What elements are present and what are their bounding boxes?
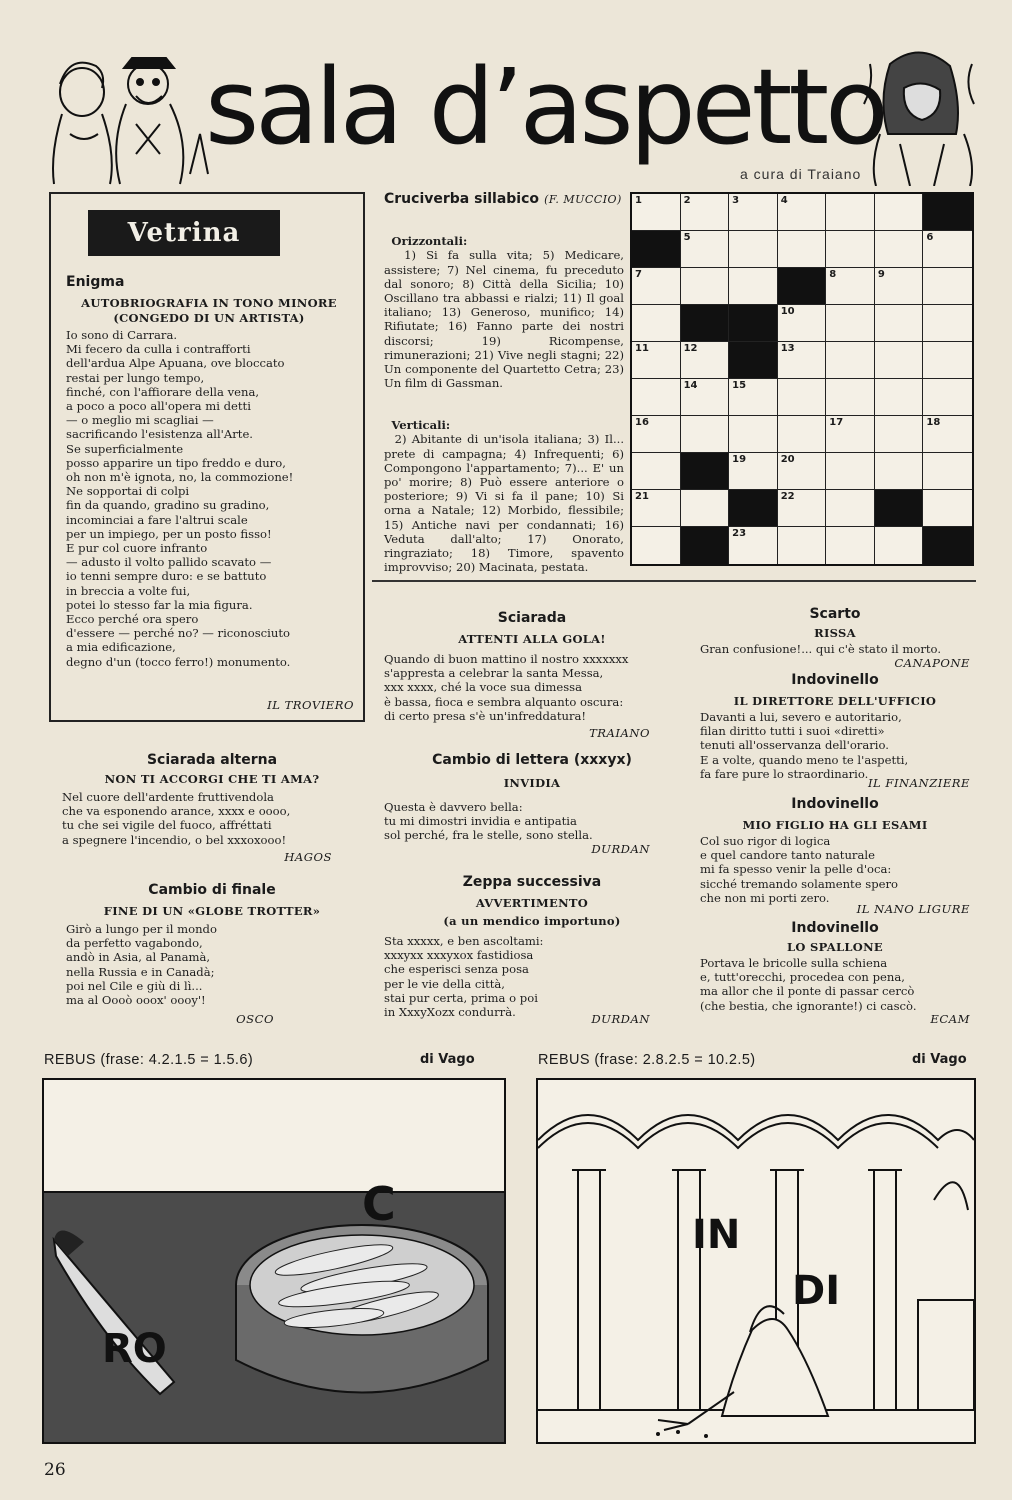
page-number: 26	[44, 1460, 66, 1480]
crossword-cell	[923, 527, 972, 564]
crossword-grid	[630, 192, 974, 566]
cambio-finale-title: FINE DI UN «GLOBE TROTTER»	[103, 904, 321, 918]
crossword-across	[384, 220, 628, 391]
crossword-cell	[632, 231, 681, 268]
crossword-cell	[729, 231, 778, 268]
crossword-cell	[778, 342, 827, 379]
crossword-cell	[923, 194, 972, 231]
crossword-number: 17	[829, 417, 844, 428]
crossword-cell	[632, 379, 681, 416]
crossword-cell	[826, 194, 875, 231]
sciarada-title: ATTENTI ALLA GOLA!	[458, 632, 606, 646]
indovinello3-type: Indovinello	[791, 920, 879, 936]
scarto-type: Scarto	[809, 606, 861, 622]
cambio-lettera-type: Cambio di lettera (xxxyx)	[432, 752, 632, 768]
crossword-down	[384, 404, 628, 575]
rebus2-panel	[536, 1078, 976, 1444]
zeppa-type: Zeppa successiva	[462, 874, 602, 890]
cambio-lettera-author: DURDAN	[591, 842, 650, 856]
rebus1-letter-c: C	[362, 1177, 396, 1231]
crossword-cell	[778, 231, 827, 268]
curator-credit: a cura di Traiano	[740, 166, 862, 182]
crossword-cell	[778, 527, 827, 564]
crossword-cell	[875, 268, 924, 305]
cambio-lettera-title: INVIDIA	[503, 776, 561, 790]
illustration-travellers	[40, 44, 212, 186]
crossword-cell	[826, 379, 875, 416]
crossword-cell	[778, 268, 827, 305]
crossword-cell	[923, 305, 972, 342]
rebus2-author: di Vago	[912, 1052, 967, 1067]
crossword-number: 4	[780, 195, 788, 206]
crossword-cell	[681, 416, 730, 453]
crossword-number: 9	[877, 269, 885, 280]
crossword-number: 13	[780, 343, 795, 354]
zeppa-author: DURDAN	[591, 1012, 650, 1026]
crossword-cell	[778, 194, 827, 231]
crossword-cell	[826, 342, 875, 379]
enigma-type: Enigma	[66, 274, 125, 290]
indovinello2-text: Col suo rigor di logica e quel candore tanto naturale mi fa spesso venir la pelle d'oca: sicché tremando solamente spero che non mi porti zero.	[700, 834, 899, 905]
vetrina-label: Vetrina	[88, 210, 280, 256]
indovinello2-author: IL NANO LIGURE	[856, 902, 970, 916]
crossword-number: 18	[926, 417, 941, 428]
crossword-cell	[681, 490, 730, 527]
crossword-cell	[875, 194, 924, 231]
page-title: sala d’aspetto	[205, 46, 885, 168]
sciarada-type: Sciarada	[497, 610, 567, 626]
crossword-number: 16	[635, 417, 649, 428]
crossword-cell	[681, 194, 730, 231]
enigma-subtitle: (CONGEDO DI UN ARTISTA)	[113, 311, 305, 325]
crossword-cell	[826, 231, 875, 268]
crossword-cell	[681, 305, 730, 342]
rebus2-label: REBUS (frase: 2.8.2.5 = 10.2.5)	[538, 1052, 756, 1068]
crossword-number: 21	[635, 491, 649, 502]
crossword-cell	[729, 342, 778, 379]
crossword-number: 23	[732, 528, 747, 539]
down-label: Verticali:	[391, 418, 451, 433]
enigma-author: IL TROVIERO	[267, 698, 354, 712]
sciarada-alterna-type: Sciarada alterna	[146, 752, 278, 768]
cambio-finale-author: OSCO	[236, 1012, 274, 1026]
crossword-number: 1	[635, 195, 642, 206]
crossword-cell	[632, 527, 681, 564]
across-label: Orizzontali:	[391, 234, 468, 249]
crossword-cell	[729, 416, 778, 453]
crossword-number: 8	[829, 269, 837, 280]
crossword-cell	[778, 416, 827, 453]
crossword-author: (F. MUCCIO)	[544, 193, 622, 206]
indovinello3-title: LO SPALLONE	[787, 940, 883, 954]
rebus2-letters-di: DI	[792, 1268, 841, 1314]
crossword-cell	[778, 490, 827, 527]
crossword-cell	[875, 342, 924, 379]
down-clues: 2) Abitante di un'isola italiana; 3) Il... prete di campagna; 4) Infrequenti; 6) Compongono l'appartamento; 7)... E' un po' morire; 8) Può essere anteriore o posteriore; 9) Vi si fa il pane; 10) Si orna a Natale; 12) Morbido, flessibile; 15) Antiche navi per condannati; 16) Veduta dall'alto; 17) Onorato, ringraziato; 18) Timore, spavento improvviso; 20) Macinata, pestata.	[384, 432, 628, 575]
crossword-number: 20	[780, 454, 795, 465]
sciarada-author: TRAIANO	[589, 726, 650, 740]
crossword-cell	[632, 268, 681, 305]
zeppa-text: Sta xxxxx, e ben ascoltami: xxxyxx xxxyxox fastidiosa che esperisci senza posa per le vie della città, stai pur certa, prima o poi in XxxyXozx condurrà.	[384, 934, 544, 1020]
indovinello3-author: ECAM	[930, 1012, 970, 1026]
crossword-cell	[681, 379, 730, 416]
crossword-cell	[875, 379, 924, 416]
crossword-number: 6	[926, 232, 934, 243]
crossword-cell	[681, 231, 730, 268]
crossword-cell	[681, 342, 730, 379]
sciarada-alterna-text: Nel cuore dell'ardente fruttivendola che va esponendo arance, xxxx e oooo, tu che sei vigile del fuoco, affréttati a spegnere l'incendio, o bel xxxoxooo!	[62, 790, 291, 847]
crossword-cell	[778, 379, 827, 416]
crossword-cell	[875, 490, 924, 527]
zeppa-title: AVVERTIMENTO	[475, 896, 589, 910]
crossword-number: 22	[780, 491, 795, 502]
crossword-heading	[384, 188, 630, 207]
crossword-cell	[681, 453, 730, 490]
enigma-text: Io sono di Carrara. Mi fecero da culla i contrafforti dell'ardua Alpe Apuana, ove bloccato restai per lungo tempo, finché, con l'affiorare della vena, a poco a poco all'opera mi detti — o meglio mi scagliai — sacrificando l'esistenza all'Arte. Se superficialmente posso apparire un tipo freddo e duro, oh non m'è ignota, no, la commozione! Ne sopportai di colpi fin da quando, gradino su gradino, incominciai a fare l'altrui scale per un impiego, per un posto fisso! E pur col cuore infranto — adusto il volto pallido scavato — io tenni sempre duro: e se battuto in breccia a volte fui, potei lo stesso far la mia figura. Ecco perché ora spero d'essere — perché no? — riconosciuto a mia edificazione, degno d'un (tocco ferro!) monumento.	[66, 328, 294, 669]
crossword-number: 14	[683, 380, 698, 391]
crossword-cell	[875, 305, 924, 342]
across-clues: 1) Si fa sulla vita; 5) Medicare, assistere; 7) Nel cinema, fu preceduto dal sonoro; 8) Città della Sicilia; 10) Oscillano tra abbassi e rialzi; 11) Il goal italiano; 13) Generoso, munifico; 14) Rifiutate; 16) Fanno parte dei nostri discorsi; 19) Ricompense, rimunerazioni; 21) Vive negli stagni; 22) Un componente del Quartetto Cetra; 23) Un film di Gassman.	[384, 248, 628, 391]
crossword-cell	[826, 527, 875, 564]
crossword-cell	[826, 268, 875, 305]
crossword-title: Cruciverba sillabico	[384, 191, 540, 207]
crossword-cell	[875, 231, 924, 268]
scarto-text: Gran confusione!... qui c'è stato il morto.	[700, 642, 942, 656]
indovinello1-author: IL FINANZIERE	[867, 776, 970, 790]
crossword-cell	[632, 194, 681, 231]
crossword-cell	[681, 268, 730, 305]
crossword-number: 7	[635, 269, 642, 280]
rebus1-panel	[42, 1078, 506, 1444]
crossword-cell	[826, 453, 875, 490]
crossword-cell	[681, 527, 730, 564]
crossword-cell	[923, 342, 972, 379]
crossword-cell	[729, 305, 778, 342]
scarto-title: RISSA	[814, 626, 856, 640]
crossword-cell	[923, 416, 972, 453]
sciarada-text: Quando di buon mattino il nostro xxxxxxx s'appresta a celebrar la santa Messa, xxx xxxx, ché la voce sua dimessa è bassa, fioca e sembra alquanto oscura: di certo presa s'è un'infreddatura!	[384, 652, 629, 723]
rebus2-letters-in: IN	[692, 1212, 741, 1258]
crossword-cell	[632, 453, 681, 490]
crossword-cell	[826, 490, 875, 527]
rebus1-label: REBUS (frase: 4.2.1.5 = 1.5.6)	[44, 1052, 254, 1068]
crossword-cell	[923, 490, 972, 527]
indovinello1-title: IL DIRETTORE DELL'UFFICIO	[733, 694, 937, 708]
crossword-number: 3	[732, 195, 740, 206]
crossword-cell	[923, 231, 972, 268]
crossword-number: 11	[635, 343, 649, 354]
crossword-cell	[729, 453, 778, 490]
crossword-cell	[826, 416, 875, 453]
crossword-cell	[632, 342, 681, 379]
rebus1-letter-ro: RO	[102, 1326, 167, 1372]
crossword-cell	[875, 527, 924, 564]
zeppa-subtitle: (a un mendico importuno)	[443, 914, 621, 928]
sciarada-alterna-title: NON TI ACCORGI CHE TI AMA?	[104, 772, 320, 786]
crossword-cell	[729, 379, 778, 416]
rebus1-author: di Vago	[420, 1052, 475, 1067]
indovinello2-type: Indovinello	[791, 796, 879, 812]
crossword-cell	[923, 453, 972, 490]
crossword-cell	[632, 305, 681, 342]
cambio-finale-type: Cambio di finale	[148, 882, 276, 898]
divider	[372, 580, 976, 582]
crossword-cell	[729, 194, 778, 231]
rebus1-illustration	[44, 1080, 504, 1442]
sciarada-alterna-author: HAGOS	[284, 850, 332, 864]
crossword-cell	[923, 268, 972, 305]
crossword-cell	[778, 305, 827, 342]
crossword-number: 5	[683, 232, 691, 243]
crossword-number: 12	[683, 343, 698, 354]
cambio-finale-text: Girò a lungo per il mondo da perfetto vagabondo, andò in Asia, al Panamà, nella Russia e in Canadà; poi nel Cile e giù di lì... ma al Oooò ooox' oooy'!	[66, 922, 217, 1008]
enigma-title: AUTOBRIOGRAFIA IN TONO MINORE	[81, 296, 337, 310]
crossword-cell	[875, 453, 924, 490]
crossword-cell	[826, 305, 875, 342]
crossword-cell	[729, 490, 778, 527]
crossword-cell	[875, 416, 924, 453]
rebus2-illustration	[538, 1080, 974, 1442]
crossword-cell	[923, 379, 972, 416]
crossword-cell	[632, 416, 681, 453]
scarto-author: CANAPONE	[894, 656, 970, 670]
crossword-cell	[729, 527, 778, 564]
indovinello1-type: Indovinello	[791, 672, 879, 688]
cambio-lettera-text: Questa è davvero bella: tu mi dimostri invidia e antipatia sol perché, fra le stelle, sono stella.	[384, 800, 593, 843]
crossword-number: 2	[683, 195, 691, 206]
crossword-cell	[632, 490, 681, 527]
crossword-number: 10	[780, 306, 795, 317]
crossword-cell	[729, 268, 778, 305]
indovinello2-title: MIO FIGLIO HA GLI ESAMI	[742, 818, 928, 832]
crossword-number: 19	[732, 454, 747, 465]
indovinello1-text: Davanti a lui, severo e autoritario, filan diritto tutti i suoi «diretti» tenuti all'osservanza dell'orario. E a volte, quando meno te l'aspetti, fa fare pure lo straordinario.	[700, 710, 909, 781]
crossword-cell	[778, 453, 827, 490]
indovinello3-text: Portava le bricolle sulla schiena e, tutt'orecchi, procedea con pena, ma allor che il ponte di passar cercò (che bestia, che ignorante!) ci cascò.	[700, 956, 917, 1013]
crossword-number: 15	[732, 380, 747, 391]
